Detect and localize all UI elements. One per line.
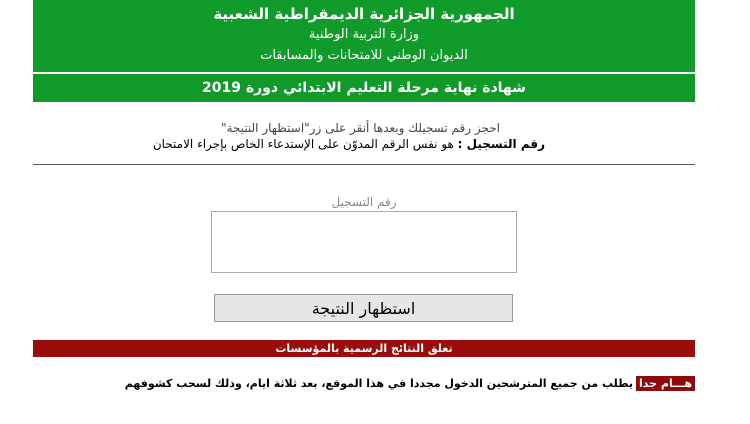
office-title: الديوان الوطني للامتحانات والمسابقات (260, 48, 468, 63)
official-results-banner: تعلق النتائج الرسمية بالمؤسسات (33, 340, 695, 357)
registration-note (33, 136, 695, 152)
notice-text: يطلب من جميع المترشحين الدخول مجددا في هذا الموقع، بعد ثلاثة ايام، وذلك لسحب كشوفهم (124, 377, 634, 390)
divider-line (33, 164, 695, 165)
important-badge: هـــام جدا (636, 376, 695, 391)
registration-note-label: رقم التسجيل : (457, 137, 545, 151)
show-result-button[interactable]: استظهار النتيجة (214, 294, 513, 322)
ministry-title: وزارة التربية الوطنية (308, 27, 420, 42)
instruction-line: احجز رقم تسجيلك وبعدها أنقر على زر"استظهار النتيجة" (220, 121, 500, 135)
header-banner (33, 0, 695, 102)
registration-number-label: رقم التسجيل (331, 195, 397, 209)
registration-number-input[interactable] (211, 211, 517, 273)
header-divider (33, 72, 695, 74)
republic-title: الجمهورية الجزائرية الديمقراطية الشعبية (213, 5, 515, 23)
instructions (33, 120, 695, 152)
important-notice (33, 377, 695, 390)
exam-title: شهادة نهاية مرحلة التعليم الابتدائي دورة 2019 (33, 75, 695, 102)
registration-note-text: هو نفس الرقم المدوّن على الإستدعاء الخاص بإجراء الامتحان (152, 137, 458, 151)
